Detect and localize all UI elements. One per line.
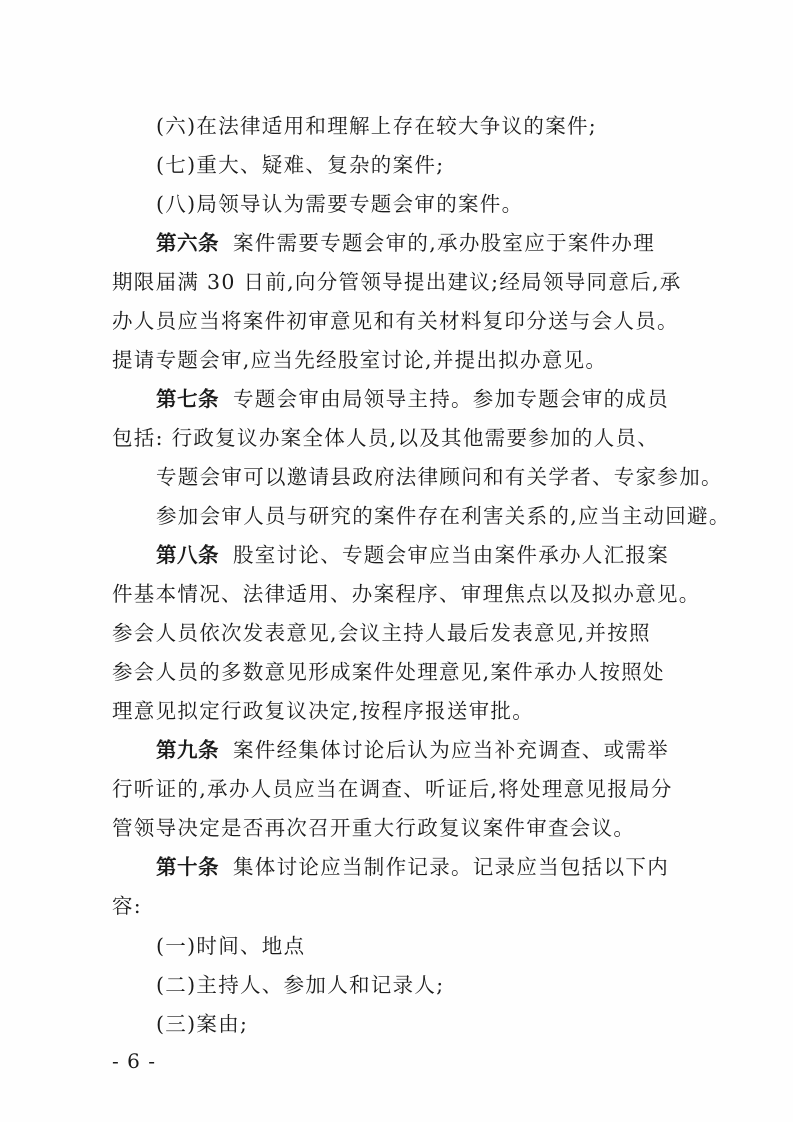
article-9-line-3: 管领导决定是否再次召开重大行政复议案件审查会议。 xyxy=(112,816,636,840)
article-6-line-1: 第六条 案件需要专题会审的,承办股室应于案件办理 xyxy=(156,231,656,255)
clause-7-major-cases: (七)重大、疑难、复杂的案件; xyxy=(156,153,445,177)
record-item-2: (二)主持人、参加人和记录人; xyxy=(156,973,445,997)
article-8-heading: 第八条 xyxy=(156,543,219,567)
article-9-heading: 第九条 xyxy=(156,738,219,762)
article-8-line-1: 第八条 股室讨论、专题会审应当由案件承办人汇报案 xyxy=(156,543,669,567)
article-9-line-1: 第九条 案件经集体讨论后认为应当补充调查、或需举 xyxy=(156,738,669,762)
article-6-line-4: 提请专题会审,应当先经股室讨论,并提出拟办意见。 xyxy=(112,348,608,372)
article-6-line-3: 办人员应当将案件初审意见和有关材料复印分送与会人员。 xyxy=(112,309,679,333)
article-9-line-2: 行听证的,承办人员应当在调查、听证后,将处理意见报局分 xyxy=(112,777,673,801)
article-7-line-4: 参加会审人员与研究的案件存在利害关系的,应当主动回避。 xyxy=(156,504,731,528)
clause-8-leader-cases: (八)局领导认为需要专题会审的案件。 xyxy=(156,192,524,216)
article-10-heading: 第十条 xyxy=(156,855,219,879)
record-item-1: (一)时间、地点 xyxy=(156,934,306,958)
page-number: - 6 - xyxy=(112,1049,156,1073)
article-7-line-3: 专题会审可以邀请县政府法律顾问和有关学者、专家参加。 xyxy=(156,465,723,489)
record-item-3: (三)案由; xyxy=(156,1012,249,1036)
article-6-heading: 第六条 xyxy=(156,231,219,255)
article-10-line-1: 第十条 集体讨论应当制作记录。记录应当包括以下内 xyxy=(156,855,669,879)
article-10-line-2: 容: xyxy=(112,894,143,918)
article-7-heading: 第七条 xyxy=(156,387,219,411)
article-8-line-4: 参会人员的多数意见形成案件处理意见,案件承办人按照处 xyxy=(112,660,665,684)
article-7-line-1: 第七条 专题会审由局领导主持。参加专题会审的成员 xyxy=(156,387,669,411)
article-8-line-2: 件基本情况、法律适用、办案程序、审理焦点以及拟办意见。 xyxy=(112,582,701,606)
article-8-line-3: 参会人员依次发表意见,会议主持人最后发表意见,并按照 xyxy=(112,621,651,645)
article-6-line-2: 期限届满 30 日前,向分管领导提出建议;经局领导同意后,承 xyxy=(112,270,682,294)
article-8-line-5: 理意见拟定行政复议决定,按程序报送审批。 xyxy=(112,699,535,723)
clause-6-controversial: (六)在法律适用和理解上存在较大争议的案件; xyxy=(156,114,598,138)
article-7-line-2: 包括: 行政复议办案全体人员,以及其他需要参加的人员、 xyxy=(112,426,660,450)
